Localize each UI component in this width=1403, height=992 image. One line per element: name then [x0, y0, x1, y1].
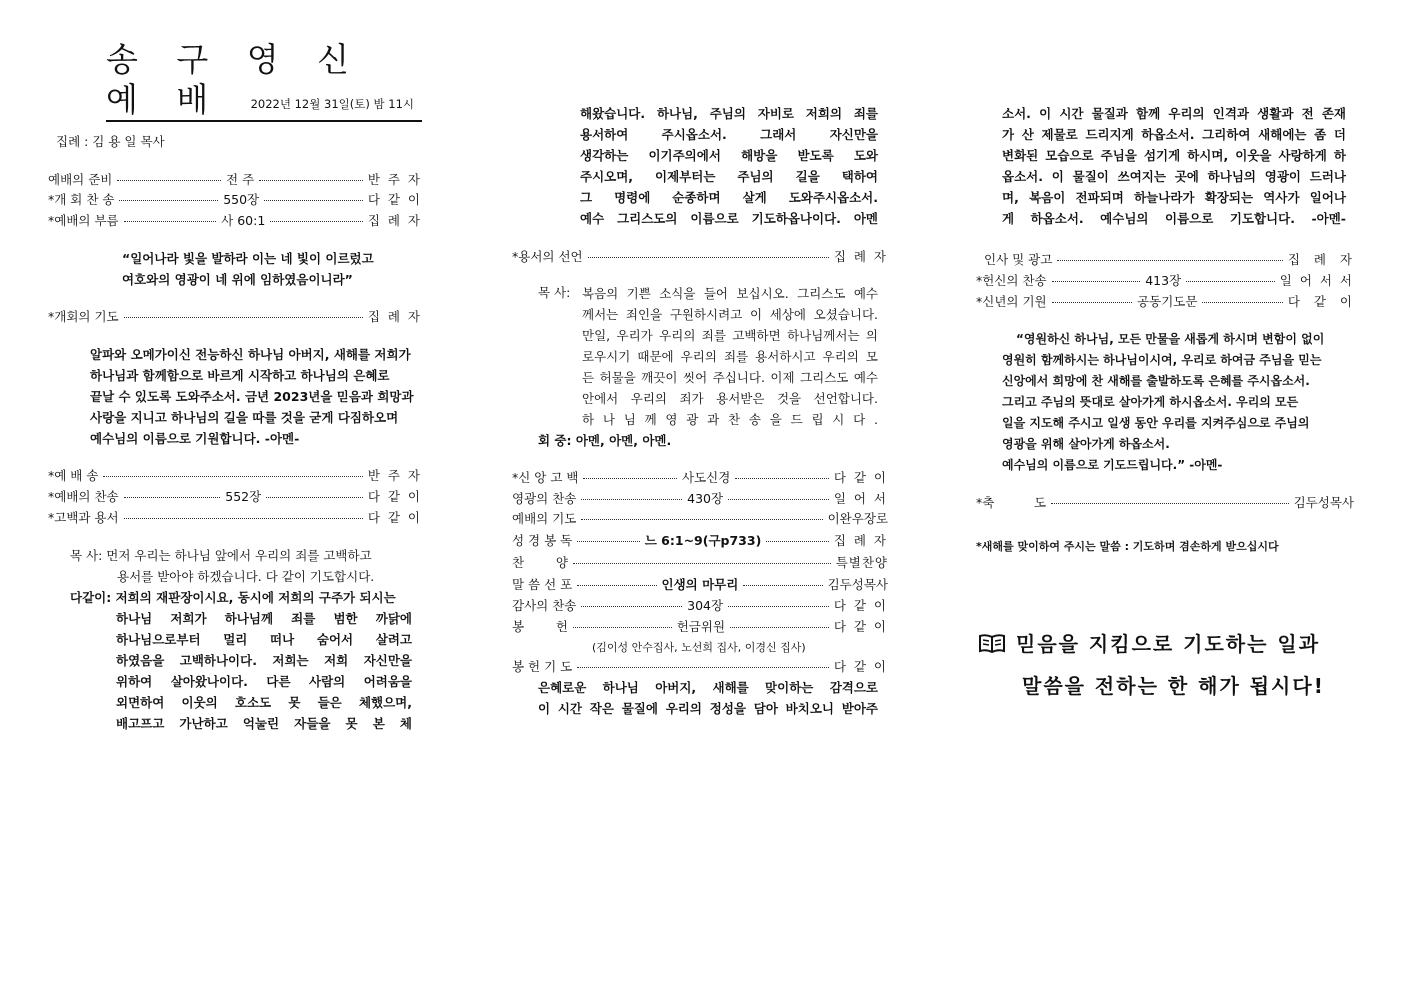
- order-item: 봉 헌 헌금위원 다 같 이: [512, 619, 888, 634]
- order-item: 예배의 준비 전 주 반 주 자: [48, 172, 423, 187]
- column-3: [976, 0, 1354, 740]
- call-verse: “일어나라 빛을 발하라 이는 네 빛이 이르렀고 여호와의 영광이 네 위에 임하였음이니라”: [122, 251, 374, 287]
- scripture-note: *새해를 맞이하여 주시는 말씀 : 기도하며 겸손하게 받으십시다: [976, 540, 1279, 553]
- order-item: 성 경 봉 독 느 6:1~9(구p733) 집 례 자: [512, 533, 888, 548]
- order-item: *헌신의 찬송 413장 일 어 서 서: [976, 273, 1354, 288]
- motto-line-2: 말씀을 전하는 한 해가 됩시다!: [1022, 674, 1325, 698]
- offering-note: (김이성 안수집사, 노선희 집사, 이경신 집사): [592, 641, 806, 654]
- absolution-text: 복음의 기쁜 소식을 들어 보십시오. 그리스도 예수 께서는 죄인을 구원하시려고 이 세상에 오셨습니다. 만일, 우리가 우리의 죄를 고백하면 하나님께서는 의 로우시기 때문에 우리의 죄를 용서하시고 우리의 모 든 허물을 깨끗이 씻어 주십니다. 이제 그리스도 예수 안에서 우리의 죄가 용서받은 것을 선언합니다. 하 나 님 께 영 광 과 찬 송 을 드 립 시 다 .: [582, 286, 878, 427]
- confession-all-text: 하나님 저희가 하나님께 죄를 범한 까닭에 하나님으로부터 멀리 떠나 숨어서 살려고 하였음을 고백하나이다. 저희는 저희 자신만을 위하여 살아왔나이다. 다른 사람의 어려움을 외면하여 이웃의 호소도 못 들은 체했으며, 배고프고 가난하고 억눌린 자들을 못 본 체: [116, 611, 412, 731]
- order-item: *용서의 선언 집 례 자: [512, 249, 888, 264]
- absolution-pastor-label: 목 사:: [538, 285, 571, 300]
- order-item: *축 도 김두성목사: [976, 495, 1354, 510]
- presider: 집례 : 김 용 일 목사: [56, 134, 165, 149]
- order-item: *신년의 기원 공동기도문 다 같 이: [976, 294, 1354, 309]
- order-item: *개회의 기도 집 례 자: [48, 309, 422, 324]
- order-item: 말 씀 선 포 인생의 마무리 김두성목사: [512, 577, 888, 592]
- column-2: [512, 0, 888, 740]
- motto-line-1: 믿음을 지킴으로 기도하는 일과: [978, 624, 1320, 667]
- offering-prayer-continued: 소서. 이 시간 물질과 함께 우리의 인격과 생활과 전 존재 가 산 제물로 드리지게 하옵소서. 그리하여 새해에는 좀 더 변화된 모습으로 주님을 섬기게 하시며, 이웃을 사랑하게 하 옵소서. 이 물질이 쓰여지는 곳에 하나님의 영광이 드러나 며, 복음이 전파되며 하늘나라가 확장되는 역사가 일어나 게 하옵소서. 예수님의 이름으로 기도합니다. -아멘-: [1002, 106, 1346, 226]
- order-item: 예배의 기도 이완우장로: [512, 511, 888, 526]
- order-item: *예배의 찬송 552장 다 같 이: [48, 489, 423, 504]
- confession-all: 다같이: 저희의 재판장이시요, 동시에 저희의 구주가 되시는: [70, 590, 396, 605]
- order-item: 찬 양 특별찬양: [512, 555, 888, 570]
- order-item: *고백과 용서 다 같 이: [48, 510, 422, 525]
- order-item: 인사 및 광고 집 례 자: [984, 252, 1354, 267]
- service-date: 2022년 12월 31일(토) 밤 11시: [250, 97, 414, 111]
- confession-pastor: 목 사: 먼저 우리는 하나님 앞에서 우리의 죄를 고백하고 용서를 받아야 하겠습니다. 다 같이 기도합시다.: [70, 548, 375, 584]
- offering-prayer-text: 은혜로운 하나님 아버지, 새해를 맞이하는 감격으로 이 시간 작은 물질에 우리의 정성을 담아 바치오니 받아주: [538, 680, 878, 716]
- order-item: *신 앙 고 백 사도신경 다 같 이: [512, 470, 889, 485]
- congregation-response: 회 중: 아멘, 아멘, 아멘.: [538, 433, 672, 448]
- order-item: *개 회 찬 송 550장 다 같 이: [48, 192, 423, 207]
- opening-prayer-text: 알파와 오메가이신 전능하신 하나님 아버지, 새해를 저희가 하나님과 함께함으로 바르게 시작하고 하나님의 은혜로 끝날 수 있도록 도와주소서. 금년 2023년을 믿음과 희망과 사랑을 지니고 하나님의 길을 따를 것을 굳게 다짐하오며 예수님의 이름으로 기원합니다. -아멘-: [90, 347, 414, 446]
- order-item: *예 배 송 반 주 자: [48, 468, 422, 483]
- order-item: 봉 헌 기 도 다 같 이: [512, 659, 888, 674]
- order-item: *예배의 부름 사 60:1 집 례 자: [48, 213, 423, 228]
- order-item: 감사의 찬송 304장 다 같 이: [512, 598, 889, 613]
- book-icon: [978, 627, 1006, 667]
- column-1: [48, 0, 422, 740]
- page-title: 송 구 영 신 예 배: [106, 40, 422, 122]
- newyear-prayer-text: “영원하신 하나님, 모든 만물을 새롭게 하시며 변함이 없이 영원히 함께하시는 하나님이시여, 우리로 하여금 주님을 믿는 신앙에서 희망에 찬 새해를 출발하도록 은혜를 주시옵소서. 그리고 주님의 뜻대로 살아가게 하시옵소서. 우리의 모든 일을 지도해 주시고 일생 동안 우리를 지켜주심으로 주님의 영광을 위해 살아가게 하옵소서. 예수님의 이름으로 기도드립니다.” -아멘-: [1002, 332, 1325, 472]
- confession-continued: 해왔습니다. 하나님, 주님의 자비로 저희의 죄를 용서하여 주시옵소서. 그래서 자신만을 생각하는 이기주의에서 해방을 받도록 도와 주시오며, 이제부터는 주님의 길을 택하여 그 명령에 순종하며 살게 도와주시옵소서. 예수 그리스도의 이름으로 기도하옵나이다. 아멘: [580, 106, 878, 226]
- order-item: 영광의 찬송 430장 일 어 서: [512, 491, 889, 506]
